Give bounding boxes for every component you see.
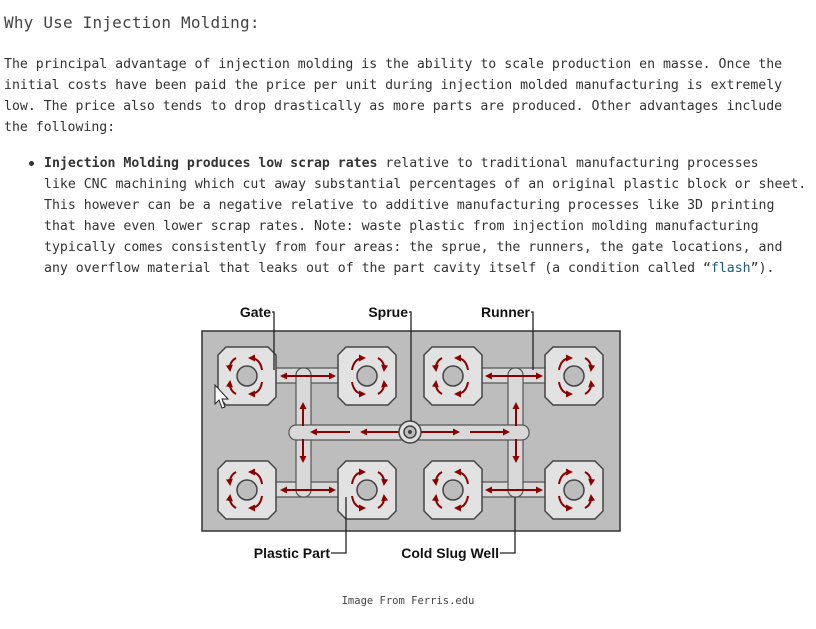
plastic-part-label: Plastic Part [253,545,330,561]
bullet-text: ”). [750,261,775,276]
bullet-text: any overflow material that leaks out of the part cavity itself (a condition called “ [44,261,711,276]
sprue [399,421,421,443]
figure-caption: Image From Ferris.edu [341,595,475,607]
intro-line: The principal advantage of injection molding is the ability to scale production en masse. Once the [4,57,783,72]
cold-slug-well-label: Cold Slug Well [401,545,499,561]
runner-label: Runner [481,304,530,320]
advantages-list [27,153,812,279]
bullet-line [44,258,812,279]
intro-paragraph [4,54,804,138]
injection-mold-diagram [0,296,816,571]
bullet-dot [29,161,34,166]
intro-line: the following: [4,120,116,135]
bullet-lead: Injection Molding produces low scrap rates [44,156,378,171]
bullet-line: that have even lower scrap rates. Note: waste plastic from injection molding manufacturing [44,219,759,234]
intro-line: low. The price also tends to drop drastically as more parts are produced. Other advantages include [4,99,783,114]
section-heading: Why Use Injection Molding: [4,13,260,32]
gate-label: Gate [239,304,271,320]
intro-line: initial costs have been paid the price per unit during injection molded manufacturing is extremely [4,78,783,93]
bullet-line [44,153,812,174]
bullet-line: like CNC machining which cut away substantial percentages of an original plastic block or sheet. [44,177,807,192]
list-item [27,153,812,279]
bullet-line: typically comes consistently from four areas: the sprue, the runners, the gate locations, and [44,240,783,255]
sprue-label: Sprue [368,304,408,320]
bullet-line: This however can be a negative relative to additive manufacturing processes like 3D printing [44,198,775,213]
flash-link[interactable]: flash [710,261,751,276]
bullet-text: relative to traditional manufacturing processes [377,156,759,171]
